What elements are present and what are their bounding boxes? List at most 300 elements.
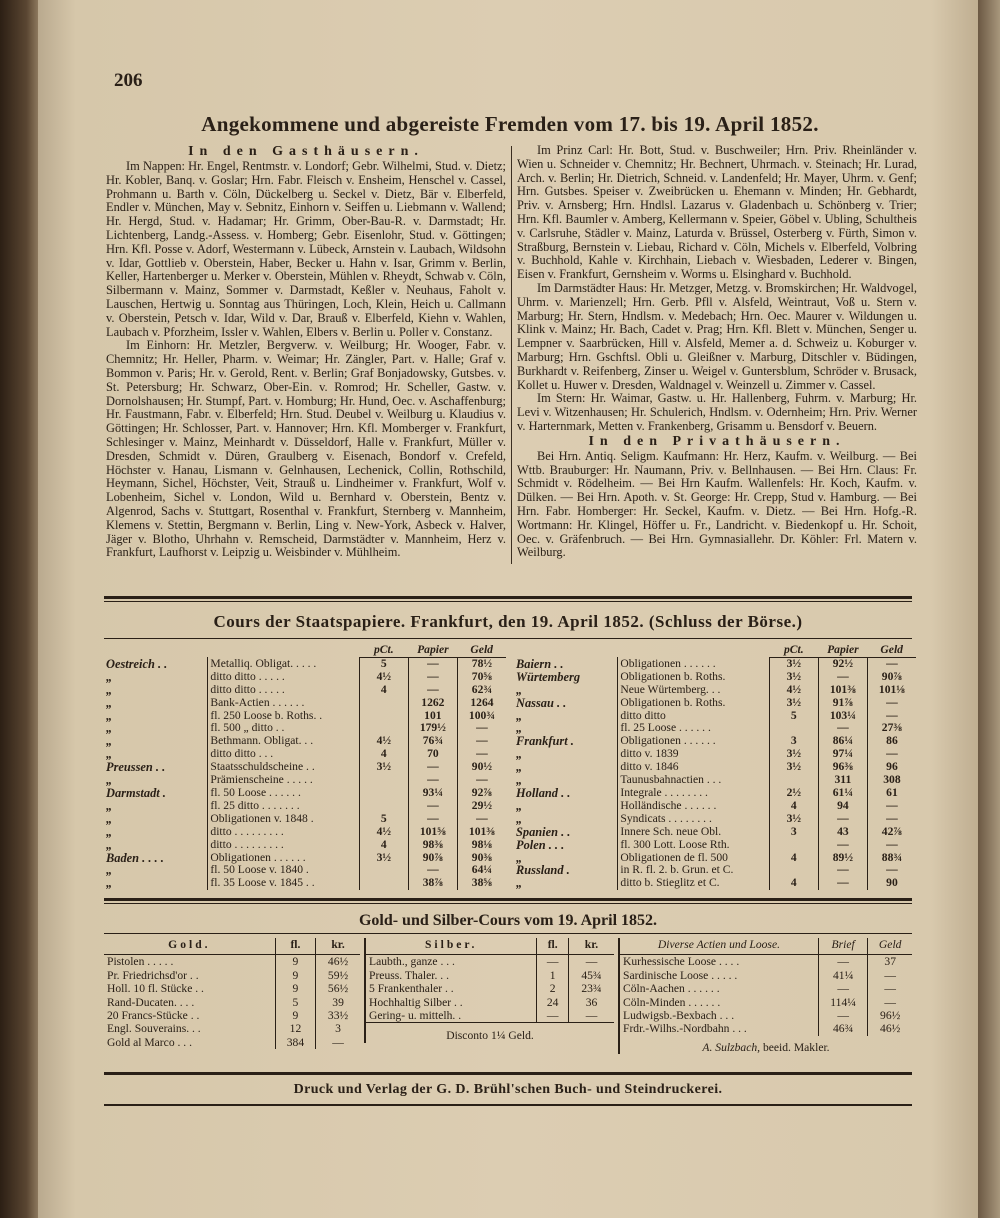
state-cell: Russland .	[514, 864, 618, 877]
signature	[619, 1036, 912, 1054]
table-row	[514, 839, 916, 852]
papier-cell: 1262	[408, 697, 457, 710]
imprint-footer: Druck und Verlag der G. D. Brühl'schen Buch- und Steindruckerei.	[293, 1082, 723, 1097]
fl-cell: 9	[275, 1009, 315, 1022]
header-pct: pCt.	[769, 644, 818, 657]
papier-cell: 96⅜	[818, 761, 867, 774]
header-pct: pCt.	[359, 644, 408, 657]
state-cell: Würtemberg	[514, 671, 618, 684]
security-cell: fl. 300 Lott. Loose Rth.	[620, 837, 730, 851]
pct-cell: 3½	[359, 761, 408, 774]
security-cell: fl. 50 Loose v. 1840 .	[210, 863, 309, 877]
table-row	[104, 826, 506, 839]
papier-cell: 91⅞	[818, 697, 867, 710]
state-cell: Baiern . .	[514, 657, 618, 670]
actie-cell: Frdr.-Wilhs.-Nordbahn . . .	[623, 1022, 747, 1036]
coin-cell: Gold al Marco . . .	[107, 1035, 193, 1049]
actien-table	[618, 938, 912, 1054]
papier-cell: —	[408, 864, 457, 877]
geld-cell: —	[868, 969, 912, 982]
coin-cell: Pistolen . . . . .	[107, 955, 174, 969]
pct-cell: 5	[769, 710, 818, 723]
security-cell: ditto . . . . . . . . .	[210, 837, 284, 851]
state-cell: „	[514, 722, 618, 735]
fl-cell: 9	[275, 955, 315, 969]
table-row	[514, 813, 916, 826]
silver-cell: Hochhaltig Silber . .	[369, 995, 463, 1009]
fl-cell: 9	[275, 969, 315, 982]
brief-cell: —	[818, 982, 868, 995]
pct-cell: 4	[769, 800, 818, 813]
security-cell: Bethmann. Obligat. . .	[210, 734, 314, 748]
geld-cell: 64¼	[457, 864, 506, 877]
geld-cell: 90⅞	[867, 671, 916, 684]
pct-cell: 3½	[769, 697, 818, 710]
pct-cell: 4½	[769, 684, 818, 697]
geld-cell: 27⅜	[867, 722, 916, 735]
table-row	[514, 735, 916, 748]
brief-cell: 41¼	[818, 969, 868, 982]
papier-cell: —	[408, 671, 457, 684]
pct-cell: 4½	[359, 735, 408, 748]
kr-cell: 3	[316, 1022, 360, 1035]
divider-rule	[104, 601, 912, 602]
papier-cell: —	[408, 800, 457, 813]
silver-cell: Gering- u. mittelh. .	[369, 1009, 462, 1023]
papier-cell: —	[818, 671, 867, 684]
silver-cell: 5 Frankenthaler . .	[369, 982, 454, 996]
geld-cell: 88¾	[867, 852, 916, 865]
table-row	[365, 982, 614, 995]
state-cell: „	[104, 710, 208, 723]
security-cell: fl. 50 Loose . . . . . .	[210, 785, 301, 799]
papier-cell: 179½	[408, 722, 457, 735]
brief-cell: 46¾	[818, 1022, 868, 1035]
geld-cell: 96½	[868, 1009, 912, 1022]
table-row	[365, 996, 614, 1009]
table-row	[104, 1036, 360, 1049]
geld-cell: 37	[868, 955, 912, 969]
geld-cell: —	[867, 697, 916, 710]
pct-cell	[359, 877, 408, 890]
pct-cell: 4	[359, 748, 408, 761]
coin-cell: Pr. Friedrichsd'or . .	[107, 968, 199, 982]
state-cell: „	[104, 671, 208, 684]
geld-cell: 38⅝	[457, 877, 506, 890]
geld-cell: 42⅞	[867, 826, 916, 839]
kr-cell: —	[568, 1009, 614, 1023]
table-row	[104, 813, 506, 826]
papier-cell: 93¼	[408, 787, 457, 800]
state-cell: „	[104, 697, 208, 710]
papier-cell: —	[818, 864, 867, 877]
kr-cell: 23¾	[568, 982, 614, 995]
security-cell: Obligationen v. 1848 .	[210, 811, 314, 825]
geld-cell: 96	[867, 761, 916, 774]
silber-header: Silber.	[365, 938, 537, 955]
table-row	[104, 839, 506, 852]
security-cell: Obligationen b. Roths.	[620, 695, 726, 709]
papier-cell: —	[408, 684, 457, 697]
divider-rule	[104, 596, 912, 599]
state-cell: „	[514, 684, 618, 697]
table-row	[514, 657, 916, 670]
paragraph-prinz-carl: Im Prinz Carl: Hr. Bott, Stud. v. Buschweiler; Hrn. Priv. Rheinländer v. Wien u. Schneider v. Chemnitz; Hr. Bechnert, Uhrmach. v. Steinach; Hr. Lurad, Arch. v. Berlin; Hr. Dietrich, Schneid. v. Landenfeld; Hr. Mayer, Uhrm. v. Genf; Hrn. Gutsbes. Speiser v. Zweibrücken u. Ehemann v. Minden; Hr. Gebhardt, Priv. v. Arnsberg; Hrn. Hndlsl. Lazarus v. Gladenbach u. Schönberg v. Trier; Hrn. Kfl. Baumler v. Amberg, Kellermann v. Speier, Göbel v. Ubling, Schultheis v. Carlsruhe, Städler v. Mainz, Laturda v. Brüssel, Osterberg v. Fürth, Simon v. Straßburg, Bernstein v. Liebau, Richard v. Cöln, Michels v. Elberfeld, Volbring v. Buchhold, Kahle v. Kirchhain, Liebach v. Wiesbaden, Lederer v. Bingen, Eisen v. Frankfurt, Gernsheim v. Worms u. Elsinghard v. Buchhold.	[517, 143, 917, 282]
state-cell: Preussen . .	[104, 761, 208, 774]
divider-rule	[104, 1072, 912, 1075]
state-cell: „	[104, 774, 208, 787]
table-row	[514, 684, 916, 697]
paragraph-stern: Im Stern: Hr. Waimar, Gastw. u. Hr. Hallenberg, Fuhrm. v. Marburg; Hr. Levi v. Witzenhausen; Hr. Schulerich, Hndlsm. v. Odernheim; Hrn. Priv. Werner v. Harternmark, Metten v. Frankenberg, Grisamm u. Bensdorf v. Beuern.	[517, 391, 917, 433]
geld-cell: 90½	[457, 761, 506, 774]
divider-rule	[104, 1104, 912, 1106]
pct-cell	[359, 710, 408, 723]
brief-cell: —	[818, 955, 868, 969]
pct-cell: 2½	[769, 787, 818, 800]
divider-rule	[104, 898, 912, 901]
silber-table	[364, 938, 614, 1043]
header-brief: Brief	[818, 938, 868, 955]
actie-cell: Ludwigsb.-Bexbach . . .	[623, 1009, 735, 1023]
coin-cell: Holl. 10 fl. Stücke . .	[107, 982, 204, 996]
geld-cell: 86	[867, 735, 916, 748]
section-heading-gasthaeuser: In den Gasthäusern.	[188, 144, 424, 159]
geld-cell: 78½	[457, 657, 506, 670]
paragraph-einhorn: Im Einhorn: Hr. Metzler, Bergverw. v. Weilburg; Hr. Wooger, Fabr. v. Chemnitz; Hr. Heller, Pharm. v. Weimar; Hr. Zängler, Part. v. Halle; Graf v. Bommon v. Paris; Hr. v. Gerold, Rent. v. Berlin; Graf Bonjadowsky, Gutsbes. v. St. Petersburg; Hr. Schwarz, Ober-Ein. v. Romrod; Hr. Scheller, Gastw. v. Dornolshausen; Hr. Stumpf, Part. v. Homburg; Hr. Hund, Oec. v. Aschaffenburg; Hr. Faustmann, Fabr. v. Elberfeld; Hrn. Stud. Deubel v. Weilburg u. Klaudius v. Göttingen; Hr. Schlosser, Part. v. Hannover; Hrn. Kfl. Momberger v. Frankfurt, Schlesinger v. Mainz, Meinhardt v. Düsseldorf, Halle v. Frankfurt, Müller v. Dresden, Schmidt v. Düren, Graulberg v. Eisenach, Bondorf v. Crefeld, Höchster v. Hanau, Lismann v. Gelnhausen, Lechenick, Collin, Rothschild, Heymann, Sichel, Höchster, Veit, Strauß u. Lindheimer v. Frankfurt, Wolf v. Lobenheim, Sichel v. London, Wild u. Bernhard v. Oberstein, Bentz v. Algenrod, Sachs v. Stuttgart, Rosenthal v. Frankfurt, Sternberg v. Mannheim, Klemens v. Stettin, Bergmann v. Berlin, Ling v. New-York, Asbeck v. Halver, Jäger v. Blotho, Uhrhahn v. Remscheid, Darmstädter v. Mannheim, Herz v. Frankfurt, Laufhorst v. Leipzig u. Weisbinder v. Mühlheim.	[106, 338, 506, 560]
security-cell: ditto ditto . . . . .	[210, 682, 285, 696]
header-papier: Papier	[818, 644, 867, 657]
table-row	[104, 877, 506, 890]
geld-cell: 98⅛	[457, 839, 506, 852]
papier-cell: 61¼	[818, 787, 867, 800]
geld-cell: —	[867, 657, 916, 670]
pct-cell	[359, 787, 408, 800]
state-cell: Darmstadt .	[104, 787, 208, 800]
table-row	[104, 982, 360, 995]
security-cell: ditto ditto . . . . .	[210, 669, 285, 683]
fl-cell: 1	[537, 969, 569, 982]
security-cell: fl. 35 Loose v. 1845 . .	[210, 876, 315, 890]
state-cell: „	[514, 852, 618, 865]
kr-cell: 33½	[316, 1009, 360, 1022]
divider-rule	[104, 638, 912, 639]
papier-cell: 38⅞	[408, 877, 457, 890]
papier-cell: 103¼	[818, 710, 867, 723]
table-row	[514, 671, 916, 684]
security-cell: Taunusbahnactien . . .	[620, 773, 722, 787]
pct-cell: 3½	[769, 761, 818, 774]
papier-cell: —	[818, 722, 867, 735]
signature-title: beeid. Makler.	[762, 1040, 830, 1054]
table-row	[104, 787, 506, 800]
brief-cell: —	[818, 1009, 868, 1022]
pct-cell: 4½	[359, 671, 408, 684]
disconto: Disconto 1¼ Geld.	[365, 1023, 614, 1043]
security-cell: Integrale . . . . . . . .	[620, 785, 708, 799]
header-geld: Geld	[867, 644, 916, 657]
geld-cell: 62¾	[457, 684, 506, 697]
table-row	[104, 1022, 360, 1035]
table-row	[365, 1009, 614, 1023]
security-cell: fl. 250 Loose b. Roths. .	[210, 708, 323, 722]
geld-cell: —	[868, 996, 912, 1009]
state-cell: „	[104, 864, 208, 877]
header-kr: kr.	[568, 938, 614, 955]
geld-cell: 70⅝	[457, 671, 506, 684]
actie-cell: Sardinische Loose . . . . .	[623, 968, 738, 982]
papier-cell: 311	[818, 774, 867, 787]
geld-cell: —	[867, 813, 916, 826]
header-papier: Papier	[408, 644, 457, 657]
fl-cell: —	[537, 955, 569, 969]
coin-cell: Rand-Ducaten. . . .	[107, 995, 195, 1009]
table-row	[104, 657, 506, 670]
table-row	[514, 697, 916, 710]
papier-cell: 98⅜	[408, 839, 457, 852]
divider-rule	[104, 933, 912, 934]
table-row	[514, 826, 916, 839]
papier-cell: —	[408, 761, 457, 774]
fl-cell: —	[537, 1009, 569, 1023]
state-cell: „	[104, 813, 208, 826]
pct-cell: 5	[359, 657, 408, 670]
header-geld: Geld	[457, 644, 506, 657]
papier-cell: —	[408, 813, 457, 826]
table-row	[619, 996, 912, 1009]
security-cell: ditto v. 1846	[620, 760, 679, 774]
state-cell: „	[514, 813, 618, 826]
geld-cell: 101⅛	[867, 684, 916, 697]
table-row	[514, 774, 916, 787]
pct-cell: 3	[769, 735, 818, 748]
papier-cell: 70	[408, 748, 457, 761]
cours-title: Cours der Staatspapiere. Frankfurt, den 19. April 1852. (Schluss der Börse.)	[213, 612, 803, 631]
geld-cell: 29½	[457, 800, 506, 813]
table-row	[514, 710, 916, 723]
kr-cell: —	[568, 955, 614, 969]
state-cell: Baden . . . .	[104, 852, 208, 865]
state-cell: „	[104, 735, 208, 748]
geld-cell: 101⅜	[457, 826, 506, 839]
state-cell: „	[514, 710, 618, 723]
table-row	[514, 800, 916, 813]
security-cell: ditto ditto . . .	[210, 747, 274, 761]
geld-cell: —	[457, 722, 506, 735]
actie-cell: Kurhessische Loose . . . .	[623, 955, 740, 969]
table-row	[104, 697, 506, 710]
pct-cell	[359, 864, 408, 877]
state-cell: „	[104, 800, 208, 813]
coin-cell: 20 Francs-Stücke . .	[107, 1009, 200, 1023]
geld-cell: 1264	[457, 697, 506, 710]
security-cell: Holländische . . . . . .	[620, 798, 717, 812]
state-cell: Spanien . .	[514, 826, 618, 839]
state-cell: Oestreich . .	[104, 657, 208, 670]
pct-cell	[359, 697, 408, 710]
geld-cell: —	[867, 748, 916, 761]
actie-cell: Cöln-Aachen . . . . . .	[623, 982, 720, 996]
fl-cell: 9	[275, 982, 315, 995]
staatspapiere-table-right	[514, 644, 916, 890]
staatspapiere-table-left	[104, 644, 506, 890]
table-row	[104, 671, 506, 684]
divider-rule	[104, 903, 912, 904]
fl-cell: 384	[275, 1036, 315, 1049]
geld-cell: 92⅞	[457, 787, 506, 800]
pct-cell: 4	[359, 684, 408, 697]
security-cell: Innere Sch. neue Obl.	[620, 824, 722, 838]
state-cell: „	[104, 877, 208, 890]
table-row	[365, 969, 614, 982]
papier-cell: —	[818, 877, 867, 890]
header-kr: kr.	[316, 938, 360, 955]
pct-cell: 3½	[359, 852, 408, 865]
pct-cell: 3½	[769, 748, 818, 761]
state-cell: „	[514, 877, 618, 890]
papier-cell: 101⅜	[818, 684, 867, 697]
header-fl: fl.	[275, 938, 315, 955]
state-cell: „	[514, 800, 618, 813]
security-cell: fl. 500 „ ditto . .	[210, 721, 285, 735]
table-row	[104, 800, 506, 813]
table-row	[104, 735, 506, 748]
table-row	[619, 1009, 912, 1022]
geld-cell: —	[867, 839, 916, 852]
actie-cell: Cöln-Minden . . . . . .	[623, 995, 721, 1009]
security-cell: Syndicats . . . . . . . .	[620, 811, 712, 825]
state-cell: „	[104, 748, 208, 761]
security-cell: ditto . . . . . . . . .	[210, 824, 284, 838]
paragraph-nappen: Im Nappen: Hr. Engel, Rentmstr. v. Londorf; Gebr. Wilhelmi, Stud. v. Dietz; Hr. Kobler, Banq. v. Goslar; Hrn. Fabr. Fleisch v. Ensheim, Henschel v. Cassel, Prohmann u. Barth v. Cöln, Dückelberg u. Seckel v. Dietz, Bär v. Elberfeld, Endler v. München, May v. Sebnitz, Einhorn v. Seiffen u. Liebmann v. Wallend; Hr. Hergd, Stud. v. Hadamar; Hr. Grimm, Ober-Bau-R. v. Darmstadt; Hr. Lichtenberg, Landg.-Assess. v. Homberg; Gebr. Eisenlohr, Stud. v. Göttingen; Hrn. Kfl. Posse v. Adorf, Westermann v. Lübeck, Arnstein v. Laubach, Wildsohn v. Idar, Gottlieb v. Oberstein, Haber, Becker u. Hahn v. Isar, Grimm v. Berlin, Keller, Hartenberger u. Merker v. Oberstein, Mühlen v. Rheydt, Schwab v. Cöln, Silbermann v. Mainz, Sommer v. Darmstadt, Keßler v. Neuhaus, Faholt v. Lauschen, Hertwig u. Sonntag aus Thüringen, Loch, Klein, Heich u. Callmann v. Oberstein, Petsch v. Idar, Wild v. Dar, Brauß v. Elberfeld, Kiehn v. Wahlen, Laubach v. Pforzheim, Issler v. Wahlen, Elbers v. Berlin u. Poller v. Constanz.	[106, 159, 506, 339]
security-cell: Obligationen b. Roths.	[620, 669, 726, 683]
table-row	[104, 955, 360, 969]
security-cell: Neue Würtemberg. . .	[620, 682, 721, 696]
papier-cell: 101	[408, 710, 457, 723]
kr-cell: 59½	[316, 969, 360, 982]
kr-cell: 46½	[316, 955, 360, 969]
table-row	[619, 969, 912, 982]
pct-cell: 3	[769, 826, 818, 839]
geld-cell: —	[457, 735, 506, 748]
state-cell: „	[514, 774, 618, 787]
geld-cell: 46½	[868, 1022, 912, 1035]
page-title: Angekommene und abgereiste Fremden vom 17. bis 19. April 1852.	[201, 112, 819, 136]
state-cell: Frankfurt .	[514, 735, 618, 748]
papier-cell: —	[818, 813, 867, 826]
header-fl: fl.	[537, 938, 569, 955]
pct-cell	[769, 839, 818, 852]
papier-cell: —	[408, 774, 457, 787]
papier-cell: 89½	[818, 852, 867, 865]
pct-cell: 4	[769, 852, 818, 865]
security-cell: ditto ditto	[620, 708, 666, 722]
header-geld: Geld	[868, 938, 912, 955]
papier-cell: 92½	[818, 657, 867, 670]
security-cell: Metalliq. Obligat. . . . .	[210, 656, 317, 670]
papier-cell: 94	[818, 800, 867, 813]
geld-cell: —	[457, 748, 506, 761]
security-cell: Obligationen . . . . . .	[620, 656, 716, 670]
geld-cell: 90⅜	[457, 852, 506, 865]
security-cell: Bank-Actien . . . . . .	[210, 695, 305, 709]
state-cell: „	[104, 839, 208, 852]
geld-cell: —	[868, 982, 912, 995]
papier-cell: —	[408, 657, 457, 670]
kr-cell: 39	[316, 996, 360, 1009]
papier-cell: 86¼	[818, 735, 867, 748]
fl-cell: 2	[537, 982, 569, 995]
pct-cell: 3½	[769, 657, 818, 670]
kr-cell: 45¾	[568, 969, 614, 982]
state-cell: „	[514, 748, 618, 761]
table-row	[514, 877, 916, 890]
page-number: 206	[114, 70, 143, 91]
fl-cell: 24	[537, 996, 569, 1009]
table-row	[104, 1009, 360, 1022]
gold-table	[104, 938, 360, 1049]
silver-cell: Preuss. Thaler. . .	[369, 968, 449, 982]
geld-cell: —	[867, 864, 916, 877]
papier-cell: 97¼	[818, 748, 867, 761]
paragraph-privathaeuser: Bei Hrn. Antiq. Seligm. Kaufmann: Hr. Herz, Kaufm. v. Weilburg. — Bei Wttb. Brauburger: Hr. Naumann, Priv. v. Bellnhausen. — Bei Hrn. Claus: Fr. Schmidt v. Rödelheim. — Bei Hrn Kaufm. Wallenfels: Hr. Koch, Kaufm. v. Dülken. — Bei Hrn. Apoth. v. St. George: Hr. Crepp, Stud v. Hamburg. — Bei Hrn. Fabr. Homberger: Hr. Seckel, Kaufm. v. Dietz. — Bei Hrn. Hofg.-R. Wortmann: Hr. Klingel, Höffer u. Fr., Landricht. v. Biedenkopf u. Hr. Schoit, Oec. v. Gräfenbruch. — Bei Hrn. Gymnasiallehr. Dr. Köhler: Frl. Matern v. Weilburg.	[517, 448, 917, 560]
kr-cell: —	[316, 1036, 360, 1049]
kr-cell: 56½	[316, 982, 360, 995]
papier-cell: 43	[818, 826, 867, 839]
silver-cell: Laubth., ganze . . .	[369, 955, 455, 969]
pct-cell	[359, 800, 408, 813]
brief-cell: 114¼	[818, 996, 868, 1009]
pct-cell: 3½	[769, 671, 818, 684]
pct-cell: 3½	[769, 813, 818, 826]
fl-cell: 12	[275, 1022, 315, 1035]
table-row	[619, 1022, 912, 1035]
pct-cell: 4	[769, 877, 818, 890]
security-cell: Prämienscheine . . . . .	[210, 773, 313, 787]
state-cell: Polen . . .	[514, 839, 618, 852]
table-row	[619, 982, 912, 995]
geld-cell: 90	[867, 877, 916, 890]
security-cell: Staatsschuldscheine . .	[210, 760, 315, 774]
fl-cell: 5	[275, 996, 315, 1009]
table-row	[104, 969, 360, 982]
state-cell: „	[104, 826, 208, 839]
papier-cell: 101⅝	[408, 826, 457, 839]
signature-name: A. Sulzbach,	[702, 1040, 761, 1054]
kr-cell: 36	[568, 996, 614, 1009]
security-cell: fl. 25 Loose . . . . . .	[620, 721, 711, 735]
geld-cell: 100¾	[457, 710, 506, 723]
security-cell: Obligationen . . . . . .	[620, 734, 716, 748]
papier-cell: 76¾	[408, 735, 457, 748]
security-cell: Obligationen de fl. 500	[620, 850, 728, 864]
state-cell: „	[104, 684, 208, 697]
security-cell: ditto b. Stieglitz et C.	[620, 876, 720, 890]
geld-cell: 61	[867, 787, 916, 800]
pct-cell	[359, 774, 408, 787]
table-row	[514, 787, 916, 800]
security-cell: Obligationen . . . . . .	[210, 850, 306, 864]
pct-cell: 5	[359, 813, 408, 826]
gold-silber-title: Gold- und Silber-Cours vom 19. April 1852.	[358, 912, 658, 929]
table-row	[619, 955, 912, 969]
geld-cell: 308	[867, 774, 916, 787]
state-cell: Holland . .	[514, 787, 618, 800]
gold-header: Gold.	[104, 938, 275, 955]
security-cell: in R. fl. 2. b. Grun. et C.	[620, 863, 734, 877]
pct-cell: 4½	[359, 826, 408, 839]
coin-cell: Engl. Souverains. . .	[107, 1022, 201, 1036]
papier-cell: 90⅞	[408, 852, 457, 865]
